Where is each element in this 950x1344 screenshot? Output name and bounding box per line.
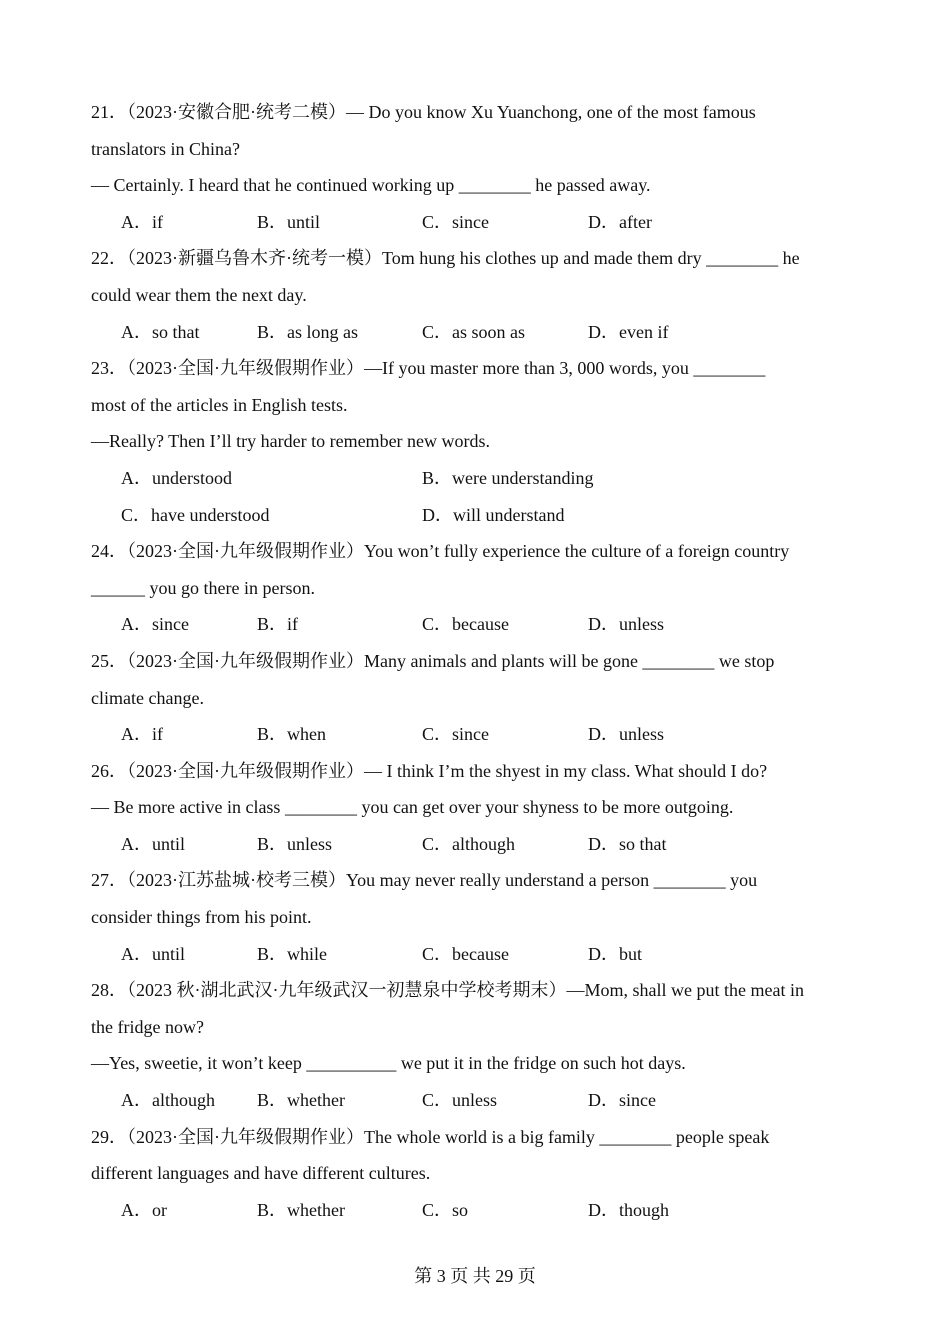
answer-option: D．unless bbox=[588, 614, 664, 635]
question-item bbox=[91, 643, 866, 753]
answer-option: D．unless bbox=[588, 724, 664, 745]
answer-option: A．understood bbox=[121, 467, 232, 488]
question-item bbox=[91, 972, 866, 1118]
question-stem: 25．（2023·全国·九年级假期作业）Many animals and plants will be gone ________ we stop bbox=[91, 650, 775, 671]
question-text-line: consider things from his point. bbox=[91, 907, 312, 928]
question-text-line: the fridge now? bbox=[91, 1016, 204, 1037]
question-stem: 27．（2023·江苏盐城·校考三模）You may never really understand a person ________ you bbox=[91, 870, 758, 891]
answer-option: B．whether bbox=[257, 1199, 345, 1220]
question-stem: 24．（2023·全国·九年级假期作业）You won’t fully experience the culture of a foreign country bbox=[91, 541, 790, 562]
question-text-line: most of the articles in English tests. bbox=[91, 394, 348, 415]
answer-option: D．even if bbox=[588, 321, 669, 342]
question-item bbox=[91, 94, 866, 240]
answer-option: A．until bbox=[121, 833, 186, 854]
answer-option: A．although bbox=[121, 1090, 215, 1111]
question-stem: 21．（2023·安徽合肥·统考二模）— Do you know Xu Yuanchong, one of the most famous bbox=[91, 102, 756, 122]
question-stem: 28．（2023 秋·湖北武汉·九年级武汉一初慧泉中学校考期末）—Mom, shall we put the meat in bbox=[91, 980, 804, 1001]
answer-options-row bbox=[91, 1192, 866, 1229]
answer-options-row bbox=[91, 716, 866, 753]
answer-option: A．so that bbox=[121, 321, 200, 342]
answer-option: C．unless bbox=[422, 1090, 498, 1111]
answer-options-row bbox=[91, 204, 866, 241]
answer-options-row bbox=[91, 1082, 866, 1119]
answer-option: B．were understanding bbox=[422, 467, 594, 488]
answer-option: B．unless bbox=[257, 833, 333, 854]
answer-option: B．until bbox=[257, 211, 321, 232]
answer-options-row bbox=[91, 936, 866, 973]
question-stem: 29．（2023·全国·九年级假期作业）The whole world is a big family ________ people speak bbox=[91, 1126, 770, 1147]
question-text-line: different languages and have different cultures. bbox=[91, 1163, 431, 1184]
question-text-line: ______ you go there in person. bbox=[91, 577, 315, 598]
question-stem: 23．（2023·全国·九年级假期作业）—If you master more than 3, 000 words, you ________ bbox=[91, 358, 766, 379]
answer-option: B．while bbox=[257, 943, 327, 964]
question-item bbox=[91, 862, 866, 972]
question-text-line: — Be more active in class ________ you can get over your shyness to be more outgoing. bbox=[91, 797, 734, 818]
answer-option: A．if bbox=[121, 211, 163, 232]
question-item bbox=[91, 350, 866, 533]
answer-option: B．when bbox=[257, 724, 326, 745]
answer-option: B．as long as bbox=[257, 321, 358, 342]
answer-option: D．after bbox=[588, 211, 652, 232]
question-item bbox=[91, 1119, 866, 1229]
answer-option: C．since bbox=[422, 211, 489, 232]
answer-options-row bbox=[91, 606, 866, 643]
question-item bbox=[91, 240, 866, 350]
answer-option: C．since bbox=[422, 724, 489, 745]
question-text-line: translators in China? bbox=[91, 138, 240, 159]
answer-option: C．because bbox=[422, 614, 509, 635]
answer-options-row bbox=[91, 826, 866, 863]
answer-option: C．so bbox=[422, 1199, 469, 1220]
answer-option: D．but bbox=[588, 943, 642, 964]
answer-option: A．or bbox=[121, 1199, 167, 1220]
page-footer: 第 3 页 共 29 页 bbox=[414, 1266, 536, 1286]
answer-option: D．though bbox=[588, 1199, 669, 1220]
question-text-line: —Yes, sweetie, it won’t keep __________ we put it in the fridge on such hot days. bbox=[91, 1053, 686, 1074]
answer-option: D．will understand bbox=[422, 504, 565, 525]
question-stem: 22．（2023·新疆乌鲁木齐·统考一模）Tom hung his clothes up and made them dry ________ he bbox=[91, 248, 800, 269]
question-list bbox=[91, 94, 866, 1228]
question-stem: 26．（2023·全国·九年级假期作业）— I think I’m the shyest in my class. What should I do? bbox=[91, 760, 768, 781]
question-text-line: could wear them the next day. bbox=[91, 284, 307, 305]
answer-option: C．although bbox=[422, 833, 515, 854]
answer-options-row bbox=[91, 460, 866, 497]
answer-option: D．since bbox=[588, 1090, 656, 1111]
answer-option: B．if bbox=[257, 614, 299, 635]
answer-option: D．so that bbox=[588, 833, 667, 854]
answer-option: B．whether bbox=[257, 1090, 345, 1111]
question-item bbox=[91, 753, 866, 863]
answer-option: C．because bbox=[422, 943, 509, 964]
answer-option: A．until bbox=[121, 943, 186, 964]
question-text-line: climate change. bbox=[91, 687, 204, 708]
answer-option: A．if bbox=[121, 724, 163, 745]
answer-options-row bbox=[91, 314, 866, 351]
question-text-line: — Certainly. I heard that he continued working up ________ he passed away. bbox=[91, 175, 651, 196]
answer-option: A．since bbox=[121, 614, 189, 635]
question-item bbox=[91, 533, 866, 643]
answer-option: C．as soon as bbox=[422, 321, 525, 342]
question-text-line: —Really? Then I’ll try harder to remember new words. bbox=[91, 431, 491, 452]
answer-options-row bbox=[91, 497, 866, 534]
answer-option: C．have understood bbox=[121, 504, 270, 525]
